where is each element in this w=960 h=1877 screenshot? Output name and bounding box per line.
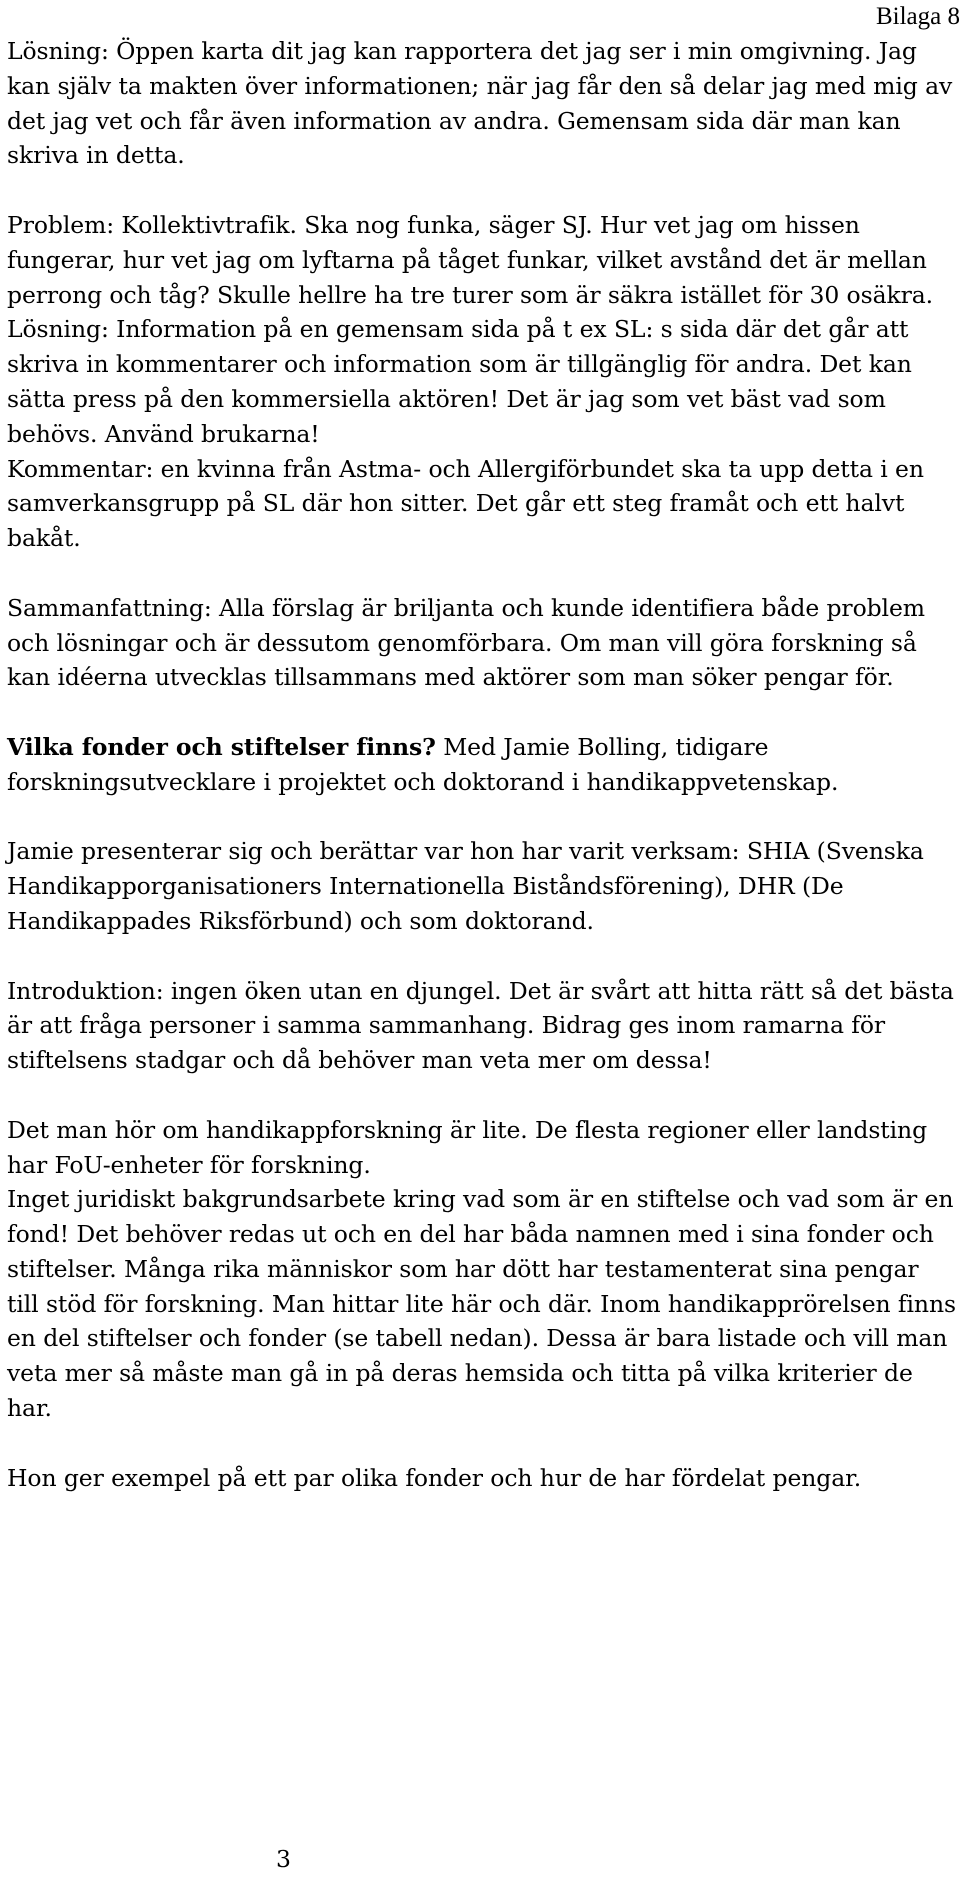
paragraph-research-regions: Det man hör om handikappforskning är lite. De flesta regioner eller landsting har FoU-enheter för forskning. [7,1115,928,1179]
paragraph-introduction: Introduktion: ingen öken utan en djungel. Det är svårt att hitta rätt så det bästa är att fråga personer i samma sammanhang. Bidrag ges inom ramarna för stiftelsens stadgar och då behöver man veta mer om dessa! [7,976,954,1075]
funds-intro-text: Med Jamie Bolling, tidigare forskningsutvecklare i projektet och doktorand i handikappvetenskap. [7,732,839,796]
paragraph-spacer [7,173,957,208]
paragraph-spacer [7,939,957,974]
paragraph-comment: Kommentar: en kvinna från Astma- och Allergiförbundet ska ta upp detta i en samverkansgrupp på SL där hon sitter. Det går ett steg framåt och ett halvt bakåt. [7,454,924,553]
paragraph-spacer [7,800,957,835]
document-body [7,34,957,1495]
attachment-label: Bilaga 8 [875,3,960,30]
paragraph-examples: Hon ger exempel på ett par olika fonder och hur de har fördelat pengar. [7,1463,862,1492]
paragraph-spacer [7,695,957,730]
paragraph-spacer [7,1426,957,1461]
paragraph-legal-background: Inget juridiskt bakgrundsarbete kring vad som är en stiftelse och vad som är en fond! Det behöver redas ut och en del har båda namnen med i sina fonder och stiftelser. Många rika människor som har dött har testamenterat sina pengar till stöd för forskning. Man hittar lite här och där. Inom handikapprörelsen finns en del stiftelser och fonder (se tabell nedan). Dessa är bara listade och vill man veta mer så måste man gå in på deras hemsida och titta på vilka kriterier de har. [7,1185,956,1423]
paragraph-spacer [7,1078,957,1113]
paragraph-spacer [7,556,957,591]
section-heading-funds: Vilka fonder och stiftelser finns? [7,732,436,761]
paragraph-summary: Sammanfattning: Alla förslag är briljanta och kunde identifiera både problem och lösningar och är dessutom genomförbara. Om man vill göra forskning så kan idéerna utvecklas tillsammans med aktörer som man söker pengar för. [7,593,925,692]
paragraph-problem-transit: Problem: Kollektivtrafik. Ska nog funka, säger SJ. Hur vet jag om hissen fungerar, hur vet jag om lyftarna på tåget funkar, vilket avstånd det är mellan perrong och tåg? Skulle hellre ha tre turer som är säkra istället för 30 osäkra. [7,210,934,309]
paragraph-jamie-presentation: Jamie presenterar sig och berättar var hon har varit verksam: SHIA (Svenska Handikapporganisationers Internationella Biståndsförening), DHR (De Handikappades Riksförbund) och som doktorand. [7,837,924,935]
paragraph-funds-intro [7,730,957,800]
paragraph-solution-shared-page: Lösning: Information på en gemensam sida på t ex SL: s sida där det går att skriva in kommentarer och information som är tillgänglig för andra. Det kan sätta press på den kommersiella aktören! Det är jag som vet bäst vad som behövs. Använd brukarna! [7,315,912,448]
page-number: 3 [276,1845,291,1873]
paragraph-solution-map: Lösning: Öppen karta dit jag kan rapportera det jag ser i min omgivning. Jag kan själv ta makten över informationen; när jag får den så delar jag med mig av det jag vet och får även information av andra. Gemensam sida där man kan skriva in detta. [7,37,953,170]
